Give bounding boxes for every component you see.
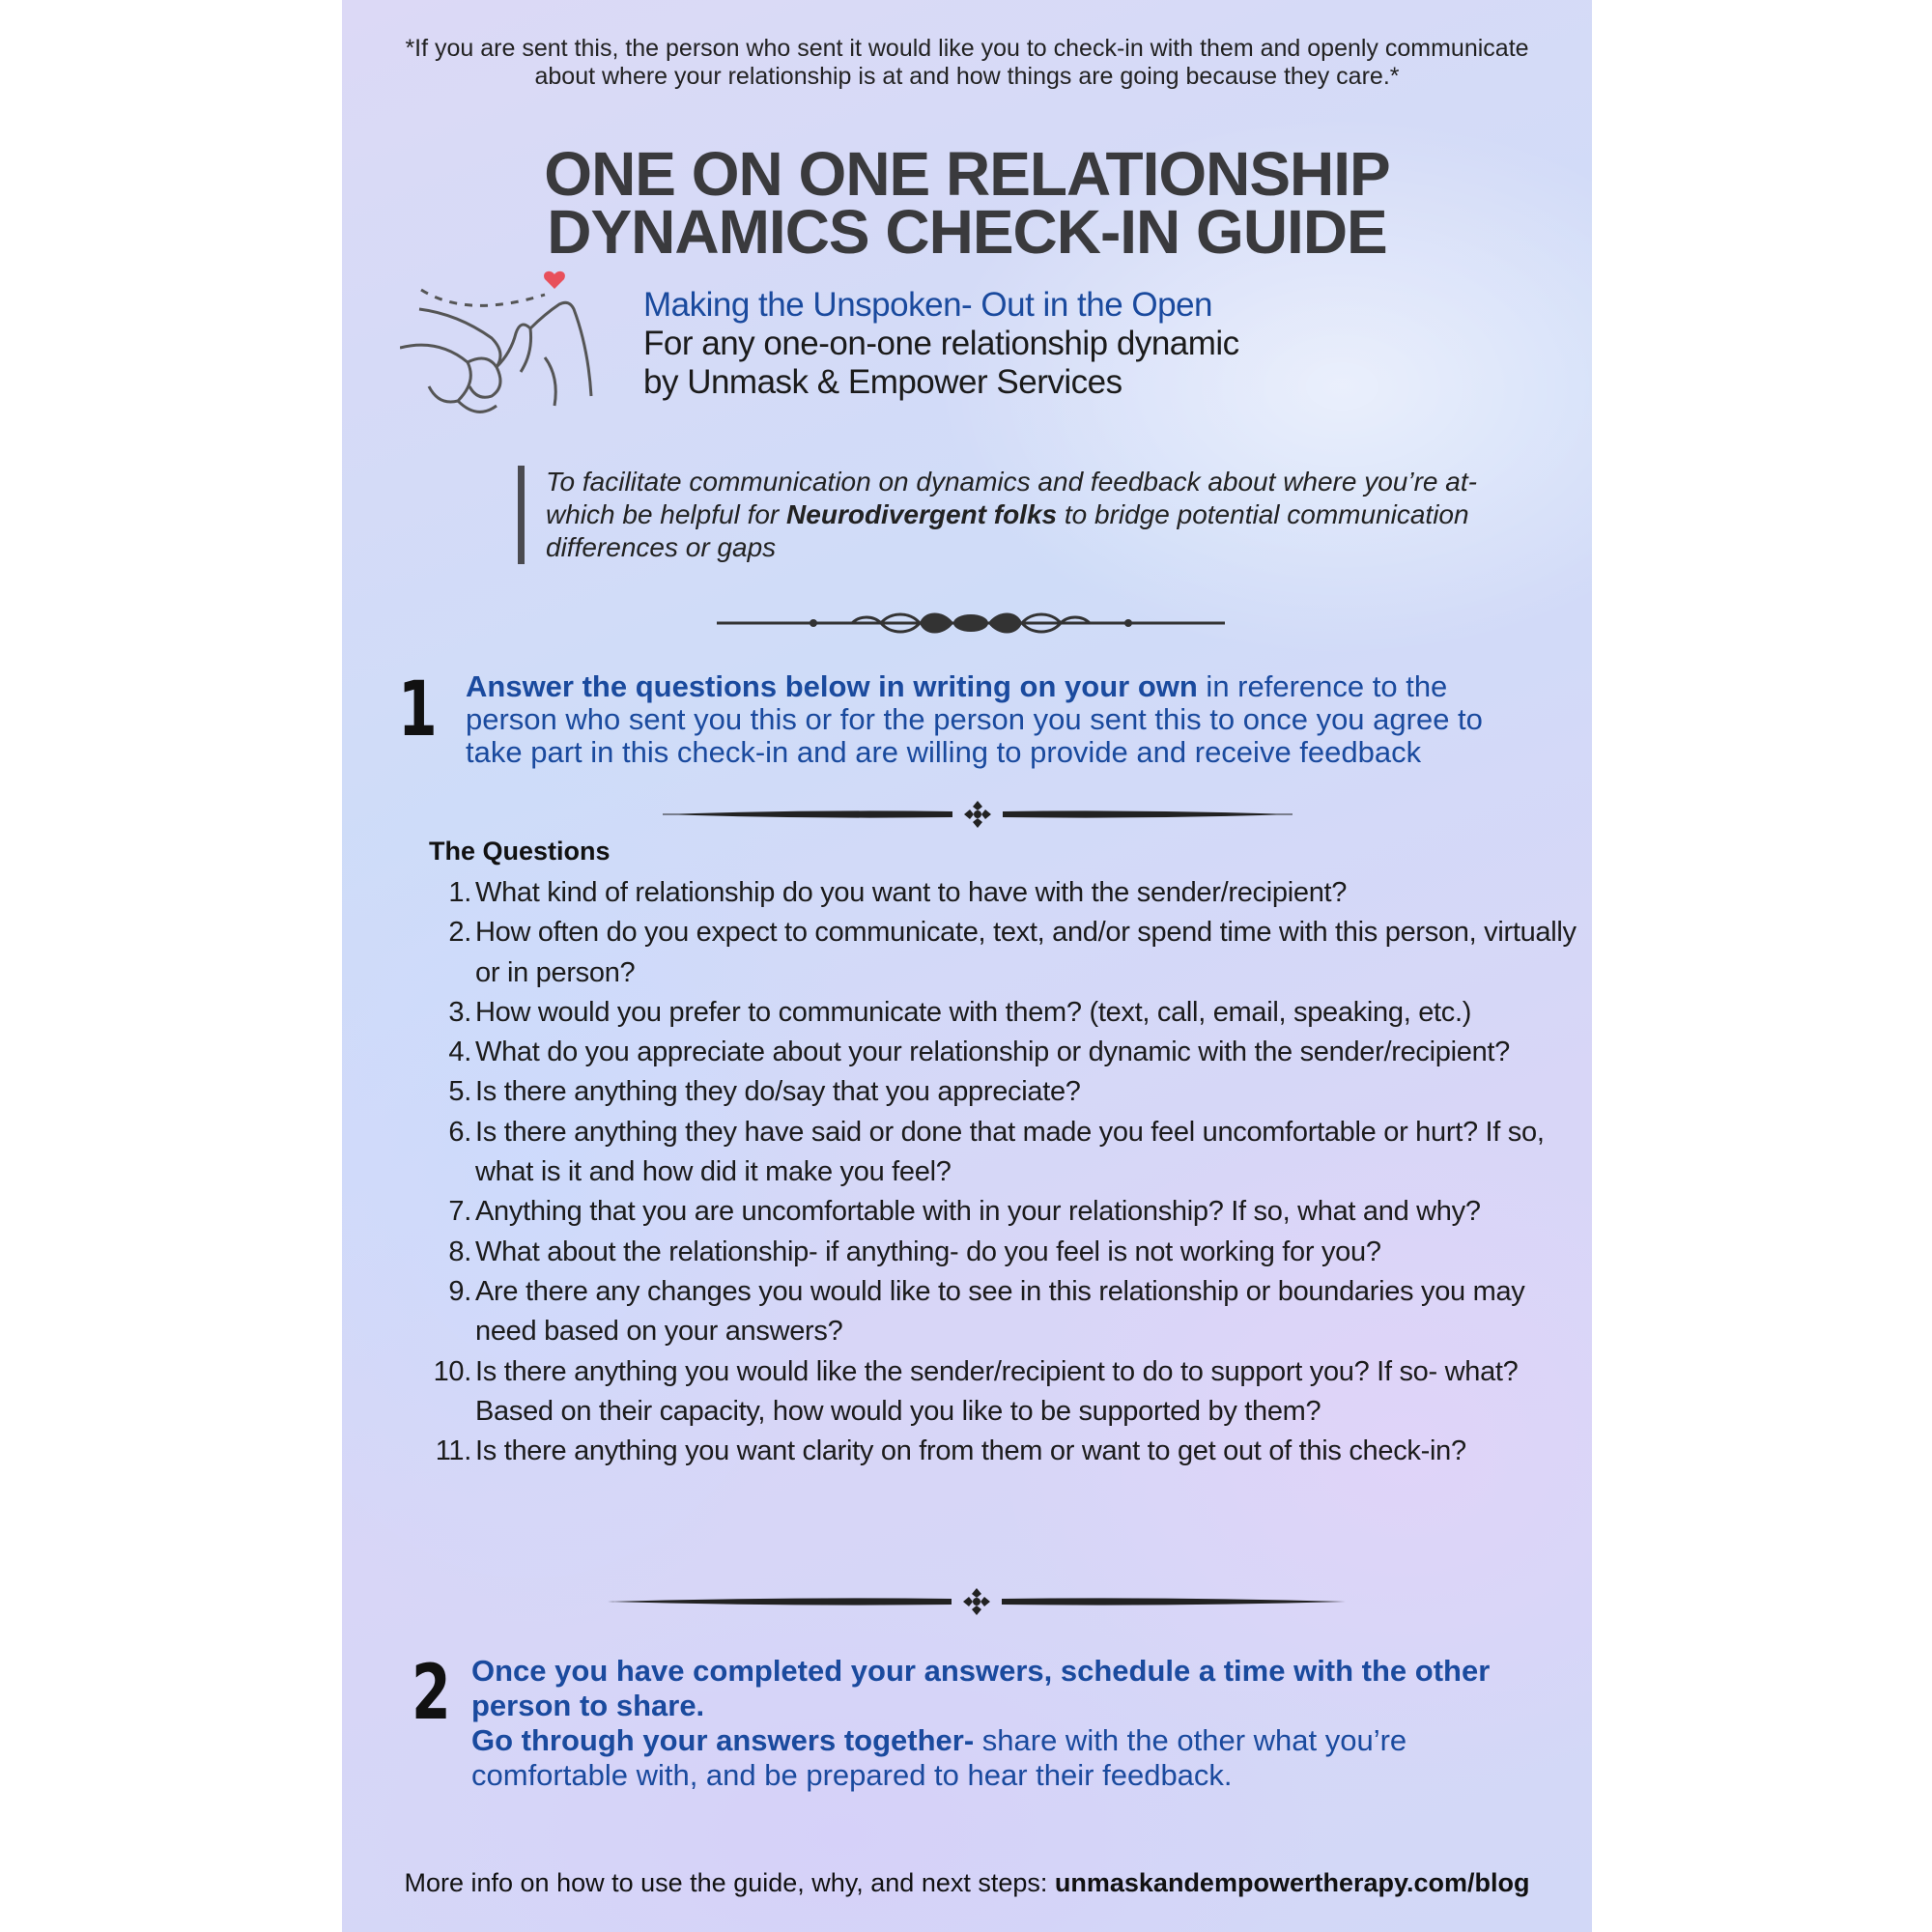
question-number: 3. bbox=[448, 996, 471, 1028]
page-title bbox=[381, 139, 1553, 267]
purpose-quote bbox=[518, 466, 1484, 564]
subtitle-block bbox=[643, 286, 1320, 402]
question-number: 10. bbox=[433, 1355, 471, 1387]
question-item bbox=[429, 1192, 1578, 1232]
question-text: Is there anything you would like the sender/recipient to do to support you? If so- what? Based on their capacity, how would you like to be supported by them? bbox=[475, 1355, 1519, 1427]
question-item bbox=[429, 873, 1578, 913]
question-text: What do you appreciate about your relationship or dynamic with the sender/recipient? bbox=[475, 1037, 1510, 1068]
pinky-promise-icon bbox=[400, 261, 622, 435]
title-line-1: ONE ON ONE RELATIONSHIP bbox=[544, 139, 1390, 209]
quote-emphasis: Neurodivergent folks bbox=[786, 499, 1058, 529]
question-number: 11. bbox=[435, 1435, 471, 1467]
question-item bbox=[429, 993, 1578, 1033]
question-number: 6. bbox=[448, 1116, 471, 1148]
top-note: *If you are sent this, the person who sent it would like you to check-in with them and openly communicate about where your relationship is at and how things are going because they care.* bbox=[405, 35, 1529, 90]
guide-poster bbox=[342, 0, 1592, 1932]
questions-heading: The Questions bbox=[429, 837, 611, 866]
question-text: Is there anything they have said or done that made you feel uncomfortable or hurt? If so, what is it and how did it make you feel? bbox=[475, 1116, 1545, 1188]
step-2-emphasis: Once you have completed your answers, schedule a time with the other person to share. bbox=[471, 1654, 1491, 1722]
question-text: How often do you expect to communicate, text, and/or spend time with this person, virtually or in person? bbox=[475, 917, 1577, 988]
question-text: What about the relationship- if anything- do you feel is not working for you? bbox=[475, 1236, 1381, 1267]
step-1-text bbox=[466, 670, 1538, 769]
question-item bbox=[429, 1352, 1578, 1433]
question-number: 9. bbox=[448, 1275, 471, 1307]
subtitle-scope: For any one-on-one relationship dynamic bbox=[643, 325, 1239, 362]
question-text: Is there anything you want clarity on from them or want to get out of this check-in? bbox=[475, 1435, 1466, 1467]
subtitle-author: by Unmask & Empower Services bbox=[643, 363, 1122, 401]
subtitle-tagline: Making the Unspoken- Out in the Open bbox=[643, 286, 1213, 324]
question-text: Is there anything they do/say that you appreciate? bbox=[475, 1076, 1081, 1108]
footer bbox=[400, 1868, 1534, 1898]
question-text: Anything that you are uncomfortable with in your relationship? If so, what and why? bbox=[475, 1196, 1481, 1228]
step-2-emphasis-2: Go through your answers together- bbox=[471, 1723, 975, 1757]
footer-link[interactable]: unmaskandempowertherapy.com/blog bbox=[1054, 1868, 1530, 1897]
question-item bbox=[429, 1233, 1578, 1272]
question-item bbox=[429, 1272, 1578, 1352]
question-item bbox=[429, 1033, 1578, 1072]
question-item bbox=[429, 913, 1578, 993]
step-1-number: 1 bbox=[398, 667, 438, 753]
footer-text: More info on how to use the guide, why, and next steps: bbox=[404, 1868, 1055, 1897]
step-2-number: 2 bbox=[412, 1650, 451, 1737]
step-1-rest: in reference to the person who sent you this or for the person you sent this to once you agree to take part in this check-in and are willing to provide and receive feedback bbox=[466, 669, 1483, 769]
cross-divider bbox=[608, 1587, 1346, 1616]
question-number: 1. bbox=[448, 877, 471, 908]
question-text: What kind of relationship do you want to have with the sender/recipient? bbox=[475, 877, 1348, 908]
step-2-rest: share with the other what you’re comfortable with, and be prepared to hear their feedback. bbox=[471, 1723, 1407, 1792]
question-number: 4. bbox=[448, 1037, 471, 1068]
question-item bbox=[429, 1113, 1578, 1193]
question-number: 8. bbox=[448, 1236, 471, 1267]
quote-text-end: to bridge potential communication differences or gaps bbox=[546, 499, 1469, 562]
question-number: 5. bbox=[448, 1076, 471, 1108]
question-text: How would you prefer to communicate with them? (text, call, email, speaking, etc.) bbox=[475, 996, 1472, 1028]
step-1-emphasis: Answer the questions below in writing on your own bbox=[466, 669, 1198, 703]
question-number: 2. bbox=[448, 917, 471, 949]
question-number: 7. bbox=[448, 1196, 471, 1228]
quote-text: To facilitate communication on dynamics and feedback about where you’re at- which be helpful for bbox=[546, 467, 1477, 529]
ornament-divider bbox=[717, 607, 1225, 639]
cross-divider bbox=[663, 800, 1293, 829]
question-item bbox=[429, 1072, 1578, 1112]
question-text: Are there any changes you would like to see in this relationship or boundaries you may need based on your answers? bbox=[475, 1275, 1525, 1348]
question-item bbox=[429, 1432, 1578, 1471]
questions-list bbox=[429, 873, 1578, 1471]
title-line-2: DYNAMICS CHECK-IN GUIDE bbox=[547, 197, 1387, 267]
step-2-text bbox=[471, 1654, 1534, 1793]
